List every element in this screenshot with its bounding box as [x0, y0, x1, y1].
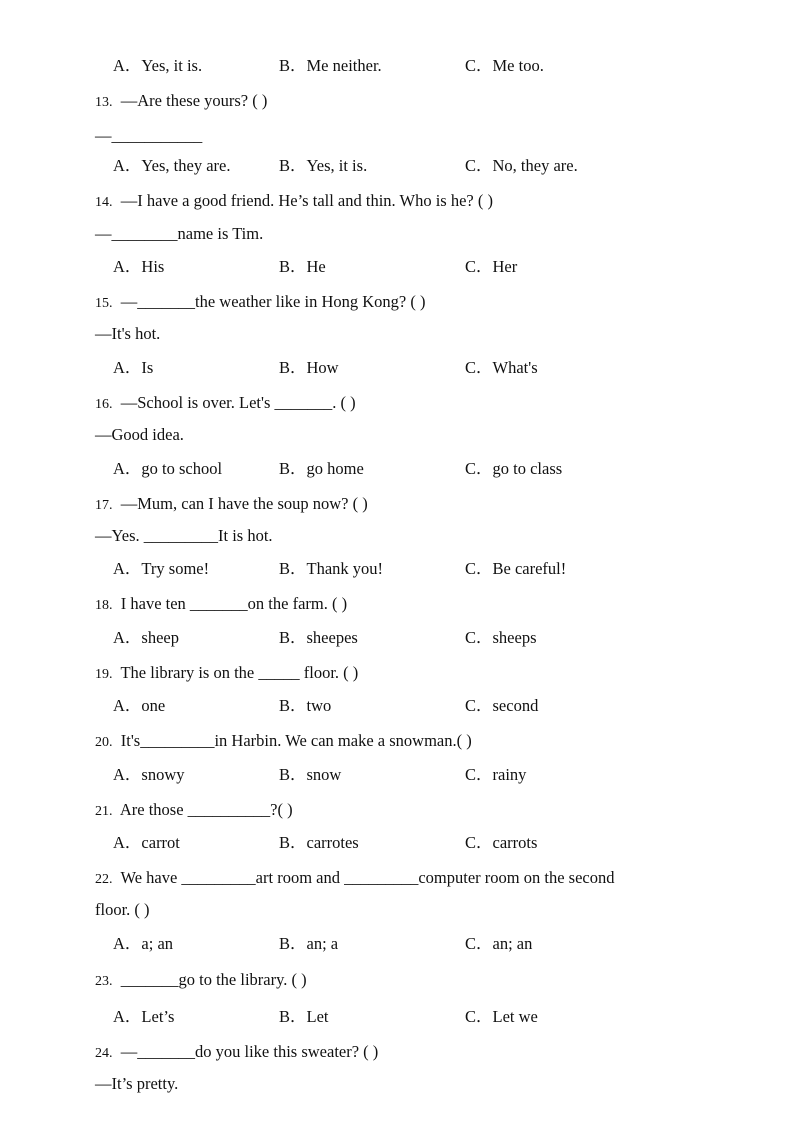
option-b: B．He [279, 257, 326, 276]
option-c: C．sheeps [465, 628, 537, 647]
question-text: —Are these yours? ( ) [120, 91, 268, 110]
option-b: B．Let [279, 1007, 329, 1026]
question-number: 22. [95, 872, 113, 887]
question-14 [95, 191, 493, 213]
question-text: The library is on the _____ floor. ( ) [120, 663, 359, 682]
question-number: 17. [95, 498, 113, 513]
question-text: —I have a good friend. He’s tall and thin. Who is he? ( ) [120, 191, 493, 210]
question-number: 19. [95, 667, 113, 682]
answer-line: —___________ [95, 126, 203, 145]
answer-line: —It’s pretty. [95, 1074, 179, 1093]
question-16 [95, 393, 356, 415]
option-a: A．His [113, 257, 165, 276]
option-b: B．Thank you! [279, 559, 384, 578]
option-c: C．What's [465, 358, 538, 377]
question-text: —_______the weather like in Hong Kong? ( ) [120, 292, 426, 311]
answer-line: —Good idea. [95, 425, 184, 444]
question-number: 20. [95, 735, 113, 750]
option-c: C．Her [465, 257, 518, 276]
question-number: 13. [95, 95, 113, 110]
option-a: A．a; an [113, 934, 174, 953]
option-a: A．go to school [113, 459, 223, 478]
option-a: A．Is [113, 358, 154, 377]
question-21 [95, 800, 293, 822]
answer-line: —________name is Tim. [95, 224, 264, 243]
question-17 [95, 494, 368, 516]
question-text: _______go to the library. ( ) [120, 970, 307, 989]
option-a: A．Let’s [113, 1007, 175, 1026]
question-number: 16. [95, 397, 113, 412]
question-number: 23. [95, 974, 113, 989]
option-b: B．sheepes [279, 628, 358, 647]
option-b: B．How [279, 358, 339, 377]
question-text: Are those __________?( ) [119, 800, 293, 819]
option-a: A．carrot [113, 833, 180, 852]
question-number: 15. [95, 296, 113, 311]
option-b: B．snow [279, 765, 342, 784]
answer-line: —It's hot. [95, 324, 161, 343]
option-a: A．Yes, they are. [113, 156, 231, 175]
option-b: B．an; a [279, 934, 339, 953]
question-text: I have ten _______on the farm. ( ) [120, 594, 348, 613]
option-b: B．two [279, 696, 332, 715]
option-c: C．Be careful! [465, 559, 567, 578]
option-c: C．second [465, 696, 539, 715]
option-a: A．Try some! [113, 559, 210, 578]
question-19 [95, 663, 358, 685]
option-c: C．Me too. [465, 56, 544, 75]
option-c: C．carrots [465, 833, 538, 852]
question-24 [95, 1042, 378, 1064]
question-text: We have _________art room and _________computer room on the second [120, 868, 615, 887]
question-text: —Mum, can I have the soup now? ( ) [120, 494, 368, 513]
option-c: C．go to class [465, 459, 563, 478]
question-18 [95, 594, 347, 616]
option-c: C．rainy [465, 765, 527, 784]
option-c: C．an; an [465, 934, 533, 953]
option-c: C．No, they are. [465, 156, 578, 175]
option-b: B．Yes, it is. [279, 156, 368, 175]
option-a: A．one [113, 696, 166, 715]
question-22 [95, 868, 614, 890]
question-number: 21. [95, 804, 113, 819]
answer-line: floor. ( ) [95, 900, 150, 919]
option-b: B．carrotes [279, 833, 359, 852]
option-a: A．Yes, it is. [113, 56, 203, 75]
answer-line: —Yes. _________It is hot. [95, 526, 273, 545]
question-text: —_______do you like this sweater? ( ) [120, 1042, 379, 1061]
question-number: 18. [95, 598, 113, 613]
option-b: B．go home [279, 459, 364, 478]
question-text: It's_________in Harbin. We can make a snowman.( ) [120, 731, 472, 750]
question-20 [95, 731, 472, 753]
option-c: C．Let we [465, 1007, 538, 1026]
option-a: A．snowy [113, 765, 185, 784]
question-13 [95, 91, 267, 113]
question-text: —School is over. Let's _______. ( ) [120, 393, 356, 412]
question-15 [95, 292, 425, 314]
question-number: 24. [95, 1046, 113, 1061]
option-a: A．sheep [113, 628, 179, 647]
question-23 [95, 970, 307, 992]
option-b: B．Me neither. [279, 56, 382, 75]
question-number: 14. [95, 195, 113, 210]
